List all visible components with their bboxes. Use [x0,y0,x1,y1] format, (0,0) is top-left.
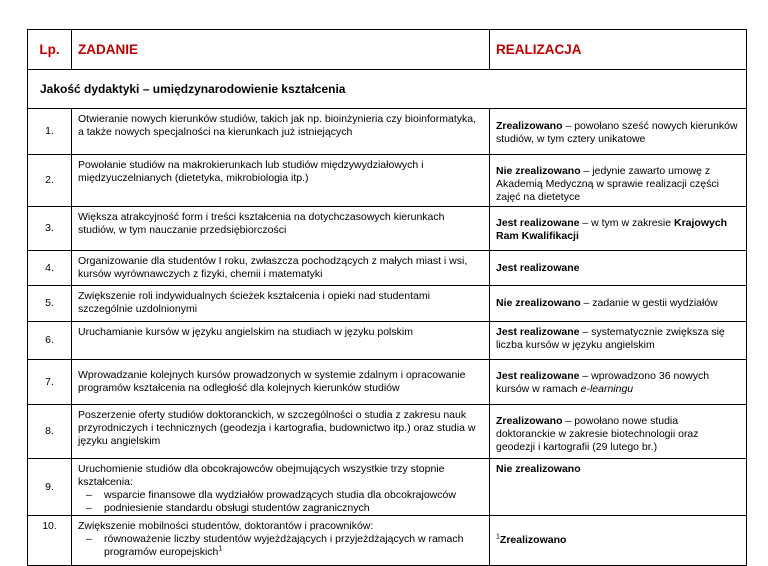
task-intro: Uruchomienie studiów dla obcokrajowców obejmujących wszystkie trzy stopnie kształcenia: [78,463,445,488]
row-task: Otwieranie nowych kierunków studiów, takich jak np. bioinżynieria czy bioinformatyka, a także nowych specjalności na kierunkach już istniejących [72,109,490,155]
table-row [28,251,747,286]
row-number: 5. [28,286,72,322]
row-result [490,155,747,207]
row-number: 3. [28,207,72,251]
result-status: Nie zrealizowano [496,165,581,177]
header-lp: Lp. [28,30,72,70]
task-bullet-list [78,489,483,515]
table-row [28,155,747,207]
row-task: Uruchamianie kursów w języku angielskim na studiach w języku polskim [72,322,490,360]
result-detail: – powołano nowe studia doktoranckie w zakresie biotechnologii oraz geodezji i kartografii (29 lutego br.) [496,415,699,453]
task-intro: Zwiększenie mobilności studentów, doktorantów i pracowników: [78,520,374,532]
row-result [490,109,747,155]
table-row [28,322,747,360]
row-task: Zwiększenie roli indywidualnych ścieżek kształcenia i opieki nad studentami szczególnie uzdolnionymi [72,286,490,322]
section-row [28,70,747,109]
tasks-table [27,29,747,566]
result-status: Zrealizowano [499,534,567,546]
row-task [72,516,490,566]
row-number: 8. [28,405,72,459]
task-bullet-list [78,533,483,559]
result-status-extra: Krajowych Ram Kwalifikacji [496,217,728,242]
result-detail: – zadanie w gestii wydziałów [580,297,718,309]
row-task: Większa atrakcyjność form i treści kształcenia na dotychczasowych kierunkach studiów, w tym nauczanie przedsiębiorczości [72,207,490,251]
result-status: Jest realizowane [496,261,580,274]
row-number: 1. [28,109,72,155]
result-status: Jest realizowane [496,370,580,382]
row-result [490,207,747,251]
footnote-marker: 1 [218,545,223,553]
row-number: 9. [28,459,72,516]
section-title: Jakość dydaktyki – umiędzynarodowienie kształcenia [28,70,747,109]
row-result [490,516,747,566]
table-header [28,30,747,70]
row-result [490,322,747,360]
row-number: 6. [28,322,72,360]
task-bullet-text: równoważenie liczby studentów wyjeżdżających i przyjeżdżających w ramach programów europejskich [104,533,464,558]
result-detail: – wprowadzono 36 nowych kursów w ramach [496,370,710,395]
result-status: Nie zrealizowano [496,297,581,309]
table-row [28,360,747,405]
row-task: Organizowanie dla studentów I roku, zwłaszcza pochodzących z małych miast i wsi, kursów wyrównawczych z fizyki, chemii i matematyki [72,251,490,286]
row-task: Poszerzenie oferty studiów doktoranckich, w szczególności o studia z zakresu nauk przyrodniczych i technicznych (geodezja i kartografia, budownictwo itp.) oraz studia w języku angielskim [72,405,490,459]
result-status: Zrealizowano [496,415,563,427]
row-number: 7. [28,360,72,405]
task-bullet: – podniesienie standardu obsługi studentów zagranicznych [78,502,483,515]
row-result [490,251,747,286]
row-result [490,459,747,516]
result-detail: – systematycznie zwiększa się liczba kursów w języku angielskim [496,326,725,351]
row-task: Powołanie studiów na makrokierunkach lub studiów międzywydziałowych i międzyuczelnianych (dietetyka, mikrobiologia itp.) [72,155,490,207]
row-number: 10. [28,516,72,566]
row-task [72,459,490,516]
result-detail: – powołano sześć nowych kierunków studiów, w tym cztery unikatowe [496,120,738,145]
result-detail: – w tym w zakresie [579,217,674,229]
row-result [490,286,747,322]
result-status: Jest realizowane [496,326,580,338]
result-detail: – jedynie zawarto umowę z Akademią Medyczną w sprawie realizacji części zajęć na dietetyce [496,165,719,203]
table-row [28,516,747,566]
row-result [490,405,747,459]
footnote-marker: 1 [496,533,500,541]
table-row [28,459,747,516]
result-status: Nie zrealizowano [496,463,581,475]
task-bullet: – wsparcie finansowe dla wydziałów prowadzących studia dla obcokrajowców [78,489,483,502]
row-number: 4. [28,251,72,286]
table-row [28,109,747,155]
row-number: 2. [28,155,72,207]
table-row [28,207,747,251]
row-task: Wprowadzanie kolejnych kursów prowadzonych w systemie zdalnym i opracowanie programów kształcenia na odległość dla kolejnych kierunków studiów [72,360,490,405]
header-zadanie: ZADANIE [72,30,490,70]
table-row [28,286,747,322]
row-result [490,360,747,405]
task-bullet [78,533,483,559]
result-status: Jest realizowane [496,217,580,229]
header-realizacja: REALIZACJA [490,30,747,70]
table-row [28,405,747,459]
result-status: Zrealizowano [496,120,563,132]
result-detail-italic: e-learningu [580,383,634,395]
